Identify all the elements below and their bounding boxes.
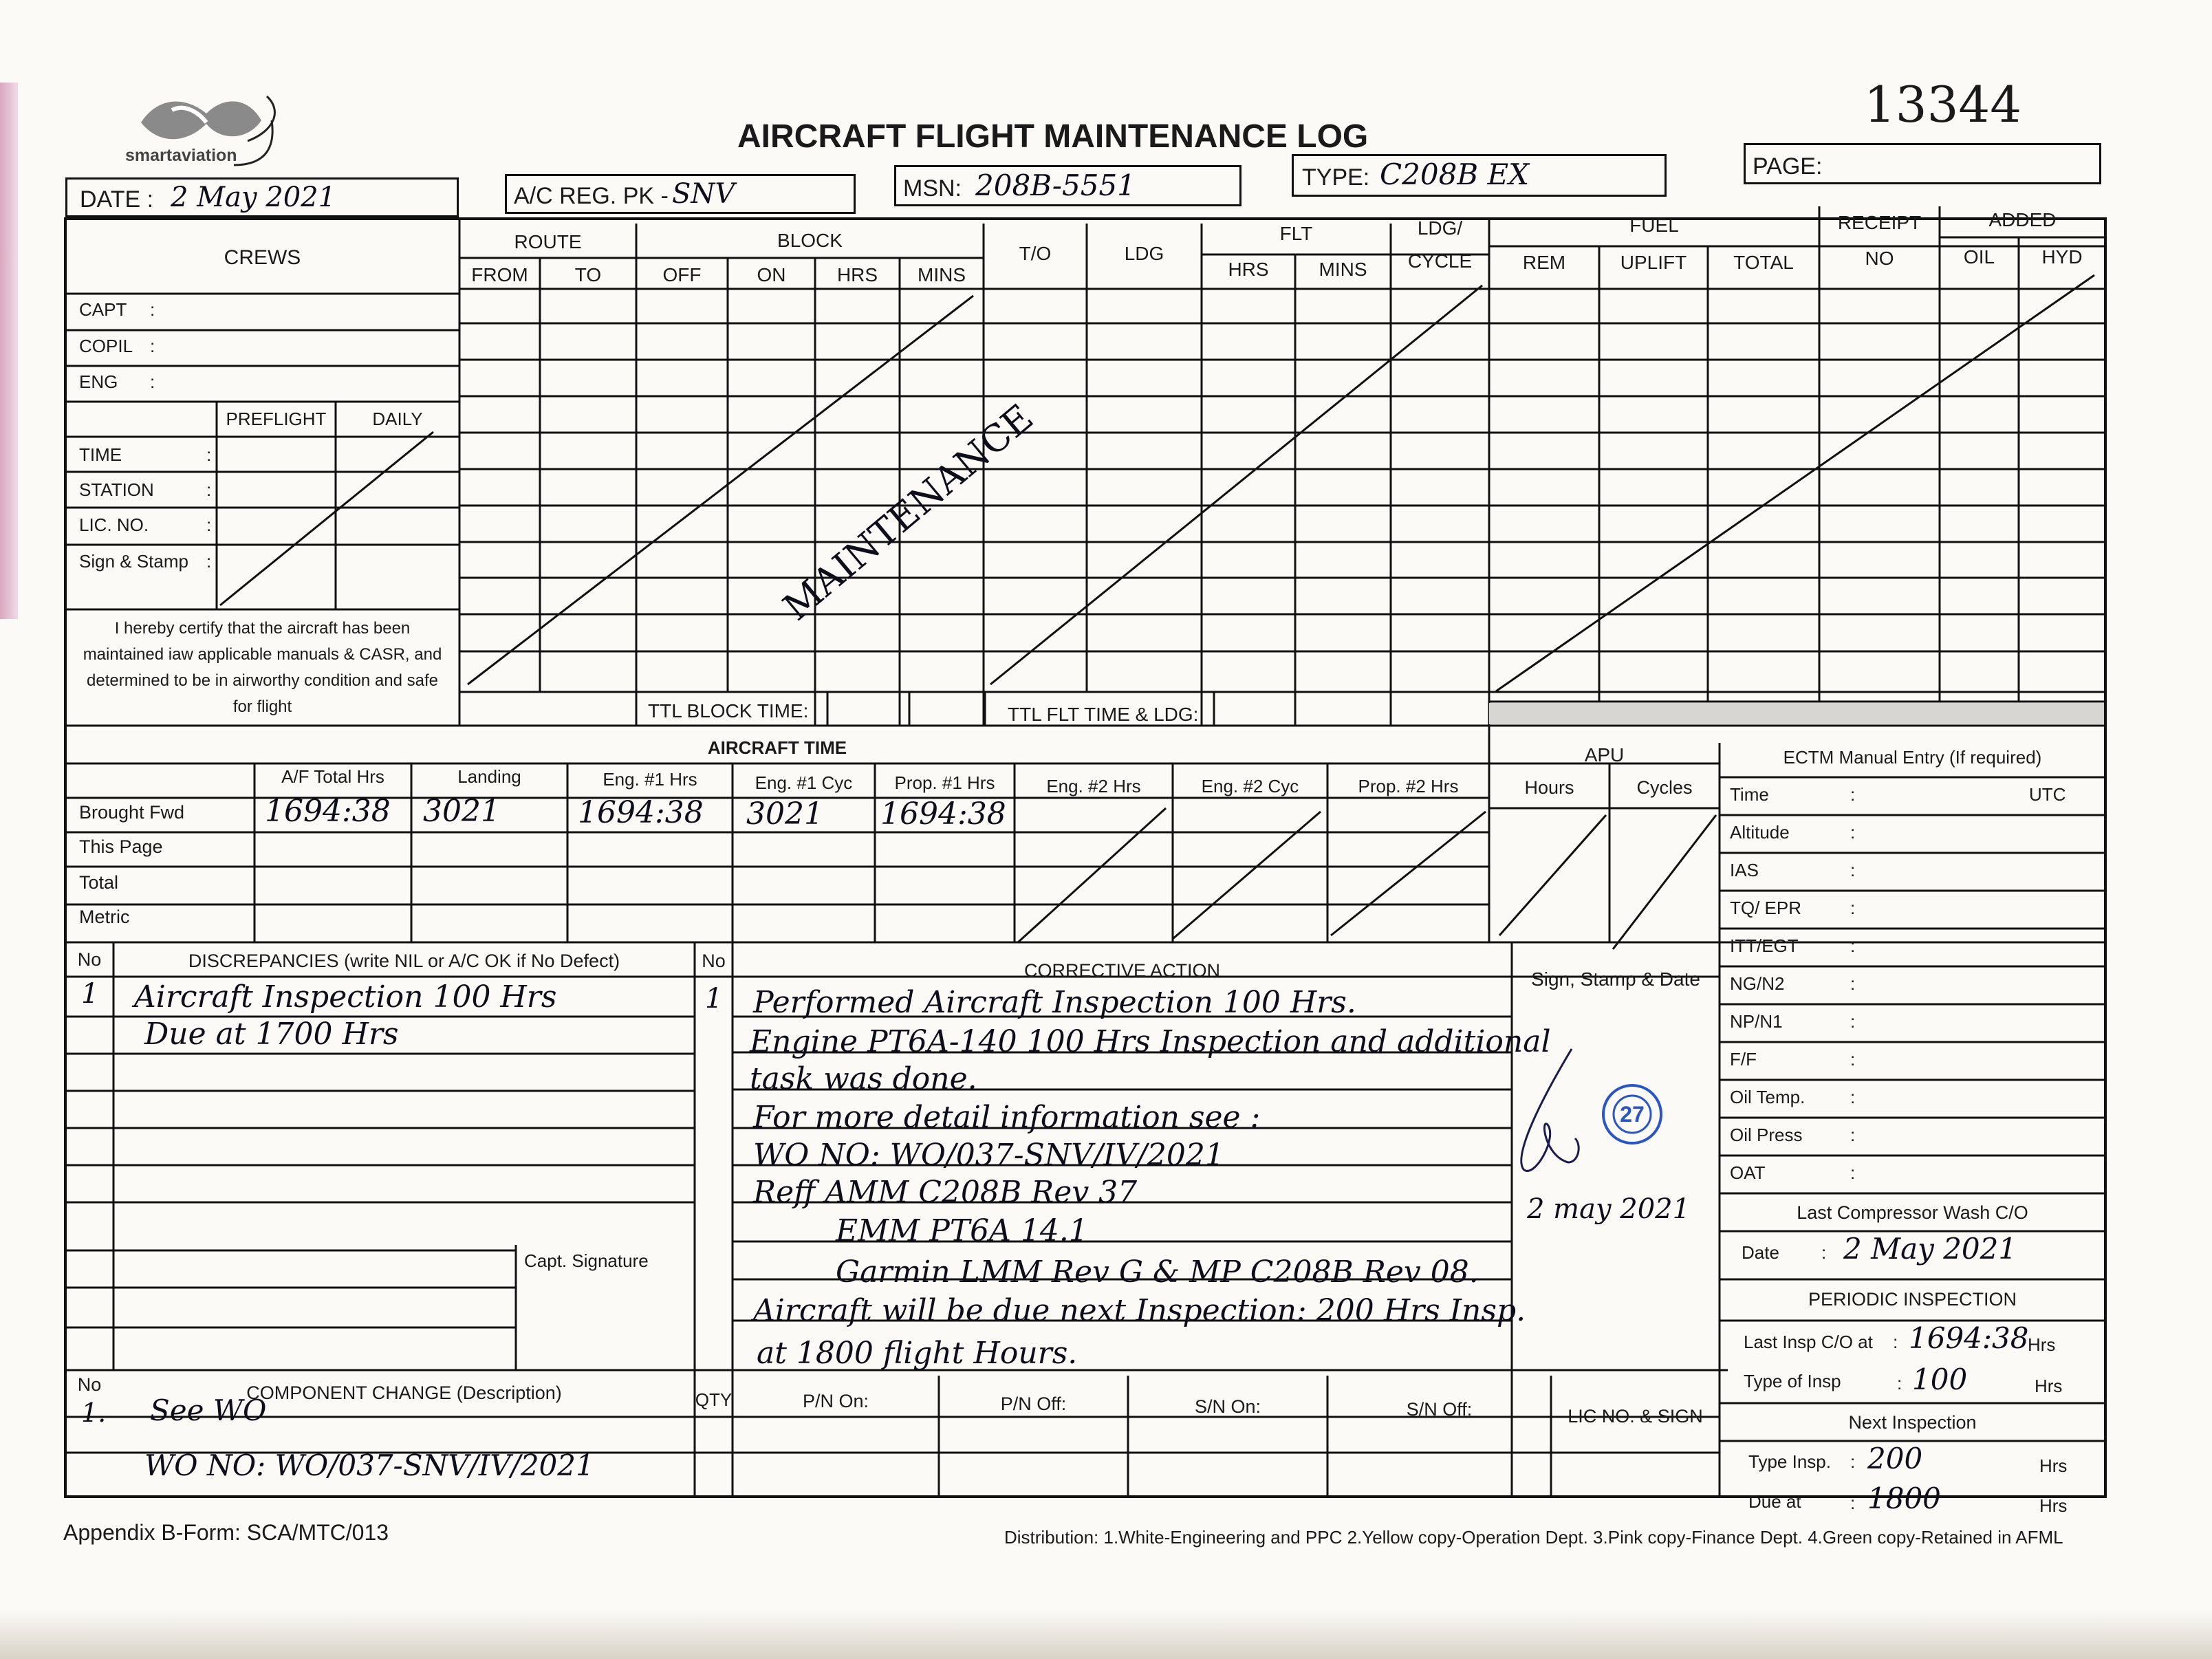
af-total-hrs-value: 1694:38 [265, 794, 391, 829]
prop2-hrs-header: Prop. #2 Hrs [1358, 776, 1459, 796]
sign-date: 2 may 2021 [1527, 1193, 1691, 1225]
ttl-block-time-label: TTL BLOCK TIME: [648, 700, 809, 722]
corrective-line-8: Garmin LMM Rev G & MP C208B Rev 08. [836, 1255, 1479, 1290]
component-title: COMPONENT CHANGE (Description) [246, 1382, 562, 1403]
sign-stamp-date-header: Sign, Stamp & Date [1531, 968, 1700, 990]
station-label: STATION [79, 479, 154, 500]
aircraft-time-title: AIRCRAFT TIME [707, 737, 847, 758]
next-inspection-title: Next Inspection [1848, 1412, 1977, 1433]
hyd-header: HYD [2041, 246, 2083, 268]
component-line-2: WO NO: WO/037-SNV/IV/2021 [144, 1449, 594, 1482]
next-type-insp-hrs: Hrs [2039, 1455, 2068, 1476]
ectm-time-label: Time [1730, 784, 1769, 805]
pn-on-header: P/N On: [802, 1391, 869, 1411]
block-header: BLOCK [777, 230, 843, 251]
rem-header: REM [1522, 252, 1566, 273]
ectm-colon: : [1850, 1162, 1856, 1183]
pn-off-header: P/N Off: [1000, 1394, 1067, 1414]
discrepancy-title: DISCREPANCIES (write NIL or A/C OK if No Defect) [188, 951, 620, 971]
preflight-header: PREFLIGHT [226, 409, 327, 429]
capt-signature-label: Capt. Signature [524, 1250, 649, 1271]
last-insp-label: Last Insp C/O at [1744, 1332, 1873, 1352]
ectm-colon: : [1850, 1011, 1856, 1032]
corrective-line-5: WO NO: WO/037-SNV/IV/2021 [753, 1138, 1224, 1173]
corrective-line-6: Reff AMM C208B Rev 37 [753, 1175, 1138, 1210]
block-hrs-header: HRS [836, 264, 878, 285]
eng2-hrs-header: Eng. #2 Hrs [1046, 776, 1141, 796]
ectm-colon: : [1850, 784, 1856, 805]
ldg-cycle-header-2: CYCLE [1407, 250, 1473, 272]
station-colon: : [206, 479, 212, 500]
fuel-total-header: TOTAL [1733, 252, 1794, 273]
qty-header: QTY [695, 1389, 733, 1410]
eng1-hrs-header: Eng. #1 Hrs [603, 769, 697, 790]
takeoff-header: T/O [1019, 243, 1052, 264]
maintenance-annotation: MAINTENANCE [774, 395, 1041, 629]
this-page-label: This Page [79, 836, 163, 857]
off-header: OFF [662, 264, 702, 285]
copil-label: COPIL [79, 336, 133, 356]
date-label: DATE : [80, 186, 154, 213]
due-at-hrs: Hrs [2039, 1495, 2068, 1516]
block-mins-header: MINS [918, 264, 966, 285]
route-header: ROUTE [514, 231, 582, 252]
prop1-hrs-header: Prop. #1 Hrs [894, 772, 995, 793]
compressor-date-colon: : [1821, 1242, 1827, 1263]
landing-value: 3021 [423, 794, 500, 829]
component-no-header: No [77, 1374, 102, 1395]
capt-colon: : [150, 299, 155, 320]
discrepancy-no-header: No [77, 949, 102, 970]
ectm-oil-press-label: Oil Press [1730, 1125, 1803, 1145]
ectm-ias-label: IAS [1730, 860, 1759, 880]
lic-no-label: LIC. NO. [79, 514, 149, 535]
certify-line-4: for flight [232, 697, 292, 716]
ectm-utc-label: UTC [2029, 784, 2066, 805]
type-box [1292, 154, 1667, 197]
due-at-label: Due at [1748, 1491, 1801, 1512]
apu-cycles-header: Cycles [1636, 777, 1693, 798]
type-label: TYPE: [1302, 164, 1370, 191]
last-compressor-title: Last Compressor Wash C/O [1797, 1202, 2028, 1223]
receipt-header: RECEIPT [1837, 212, 1922, 233]
last-insp-value: 1694:38 [1909, 1321, 2029, 1355]
total-label: Total [79, 872, 119, 893]
to-header: TO [574, 264, 602, 285]
component-item-no: 1. [81, 1398, 107, 1428]
last-insp-colon: : [1893, 1332, 1898, 1352]
ectm-colon: : [1850, 935, 1856, 956]
msn-value: 208B-5551 [975, 169, 1136, 202]
time-label: TIME [79, 444, 122, 465]
compressor-date-label: Date [1742, 1242, 1779, 1263]
copil-colon: : [150, 336, 155, 356]
flt-header: FLT [1279, 223, 1313, 244]
corrective-title: CORRECTIVE ACTION [1023, 960, 1221, 981]
ectm-colon: : [1850, 860, 1856, 880]
daily-header: DAILY [372, 409, 423, 429]
engineer-stamp: 27 [1620, 1102, 1645, 1127]
ac-reg-box [505, 174, 856, 214]
ectm-colon: : [1850, 1049, 1856, 1070]
flt-mins-header: MINS [1319, 259, 1367, 280]
ectm-title: ECTM Manual Entry (If required) [1783, 747, 2042, 768]
ectm-oat-label: OAT [1730, 1162, 1766, 1183]
next-type-insp-value: 200 [1867, 1442, 1923, 1475]
periodic-title: PERIODIC INSPECTION [1808, 1289, 2017, 1310]
corrective-line-7: EMM PT6A 14.1 [836, 1213, 1088, 1248]
flt-hrs-header: HRS [1228, 259, 1269, 280]
certify-line-2: maintained iaw applicable manuals & CASR, and [83, 645, 442, 664]
on-header: ON [757, 264, 786, 285]
added-header: ADDED [1988, 209, 2057, 230]
uplift-header: UPLIFT [1620, 252, 1687, 273]
ectm-np-n1-label: NP/N1 [1730, 1011, 1783, 1032]
from-header: FROM [471, 264, 528, 285]
date-value: 2 May 2021 [171, 182, 336, 213]
certify-line-3: determined to be in airworthy condition and safe [87, 671, 438, 690]
component-line-1: See WO [150, 1394, 267, 1427]
apu-title: APU [1584, 744, 1625, 766]
brought-fwd-label: Brought Fwd [79, 802, 185, 823]
certify-line-1: I hereby certify that the aircraft has been [114, 619, 411, 638]
type-insp-label: Type of Insp [1744, 1371, 1841, 1391]
discrepancy-item-no: 1 [81, 978, 99, 1010]
time-colon: : [206, 444, 212, 465]
type-insp-value: 100 [1912, 1363, 1968, 1396]
oil-header: OIL [1963, 246, 1995, 268]
page-label: PAGE: [1753, 153, 1823, 180]
corrective-item-no: 1 [705, 983, 723, 1015]
eng2-cyc-header: Eng. #2 Cyc [1201, 776, 1299, 796]
eng1-hrs-value: 1694:38 [578, 795, 704, 830]
ldg-cycle-header-1: LDG/ [1417, 217, 1463, 239]
metric-label: Metric [79, 907, 130, 927]
ectm-oil-temp-label: Oil Temp. [1730, 1087, 1806, 1107]
capt-label: CAPT [79, 299, 127, 320]
form-title: AIRCRAFT FLIGHT MAINTENANCE LOG [737, 118, 1369, 155]
type-insp-colon: : [1897, 1373, 1902, 1394]
next-type-insp-colon: : [1850, 1451, 1856, 1472]
af-total-hrs-header: A/F Total Hrs [281, 766, 384, 787]
corrective-line-2: Engine PT6A-140 100 Hrs Inspection and additional [750, 1024, 1551, 1059]
ectm-altitude-label: Altitude [1730, 822, 1790, 843]
ectm-colon: : [1850, 1087, 1856, 1107]
prop1-hrs-value: 1694:38 [880, 796, 1006, 832]
discrepancy-line-1: Aircraft Inspection 100 Hrs [134, 979, 557, 1015]
date-box [65, 177, 459, 217]
ectm-colon: : [1850, 898, 1856, 918]
ac-reg-value: SNV [672, 178, 735, 210]
logo-text: smartaviation [125, 146, 237, 165]
ectm-ff-label: F/F [1730, 1049, 1757, 1070]
eng1-cyc-header: Eng. #1 Cyc [755, 772, 853, 793]
sign-colon: : [206, 551, 212, 572]
page-box [1744, 143, 2101, 184]
type-insp-hrs: Hrs [2035, 1376, 2063, 1396]
corrective-line-3: task was done. [750, 1061, 977, 1096]
corrective-line-9: Aircraft will be due next Inspection: 200 Hrs Insp. [753, 1293, 1526, 1328]
eng-colon: : [150, 371, 155, 392]
ectm-colon: : [1850, 822, 1856, 843]
corrective-line-1: Performed Aircraft Inspection 100 Hrs. [753, 985, 1356, 1020]
crews-header: CREWS [224, 246, 301, 269]
document-number: 13344 [1864, 76, 2022, 133]
apu-hours-header: Hours [1524, 777, 1574, 798]
discrepancy-line-2: Due at 1700 Hrs [144, 1017, 399, 1052]
sn-on-header: S/N On: [1194, 1396, 1261, 1417]
fuel-header: FUEL [1629, 215, 1679, 236]
form-id-footer: Appendix B-Form: SCA/MTC/013 [63, 1520, 389, 1545]
sign-stamp-label: Sign & Stamp [79, 551, 188, 572]
sn-off-header: S/N Off: [1406, 1399, 1473, 1420]
ectm-colon: : [1850, 1125, 1856, 1145]
type-value: C208B EX [1380, 158, 1530, 191]
ectm-tq-epr-label: TQ/ EPR [1730, 898, 1802, 918]
ac-reg-label: A/C REG. PK - [514, 183, 669, 209]
ttl-flt-time-label: TTL FLT TIME & LDG: [1008, 704, 1199, 725]
ldg-header: LDG [1124, 243, 1164, 264]
msn-label: MSN: [903, 175, 962, 202]
ectm-ng-n2-label: NG/N2 [1730, 973, 1785, 994]
corrective-line-10: at 1800 flight Hours. [757, 1336, 1078, 1371]
next-type-insp-label: Type Insp. [1748, 1451, 1831, 1472]
lic-colon: : [206, 514, 212, 535]
due-at-value: 1800 [1867, 1482, 1941, 1515]
landing-header: Landing [457, 766, 521, 787]
msn-box [894, 165, 1241, 206]
last-insp-hrs: Hrs [2028, 1334, 2056, 1355]
compressor-date-value: 2 May 2021 [1843, 1232, 2017, 1266]
eng-label: ENG [79, 371, 118, 392]
lic-sign-header: LIC NO. & SIGN [1568, 1406, 1703, 1427]
eng1-cyc-value: 3021 [746, 796, 823, 832]
corrective-no-header: No [702, 951, 726, 971]
due-at-colon: : [1850, 1493, 1856, 1513]
ectm-colon: : [1850, 973, 1856, 994]
receipt-no-header: NO [1865, 248, 1894, 269]
ectm-itt-egt-label: ITT/EGT [1730, 935, 1799, 956]
distribution-footer: Distribution: 1.White-Engineering and PPC 2.Yellow copy-Operation Dept. 3.Pink copy-Finance Dept. 4.Green copy-Retained in AFML [1004, 1527, 2063, 1548]
corrective-line-4: For more detail information see : [753, 1100, 1261, 1135]
